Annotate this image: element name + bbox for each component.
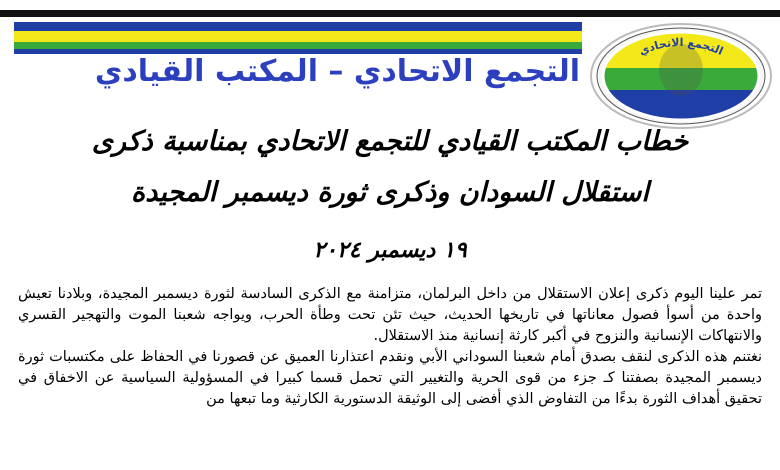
flag-stripe-green	[14, 42, 582, 49]
flag-stripe-blue	[14, 22, 582, 31]
document-title-line-2: استقلال السودان وذكرى ثورة ديسمبر المجيدة	[131, 177, 649, 208]
organization-name: التجمع الاتحادي – المكتب القيادي	[94, 54, 580, 89]
organization-logo	[588, 22, 774, 130]
body-paragraph: تمر علينا اليوم ذكرى إعلان الاستقلال من داخل البرلمان، متزامنة مع الذكرى السادسة لثورة ديسمبر المجيدة، وبلادنا تعيش واحدة من أسوأ فصول معاناتها في تاريخها الحديث، حيث تئن تحت وطأة الحرب، ويواجه شعبنا الموت والتهجير القسري والانتهاكات الإنسانية والنزوح في أكبر كارثة إنسانية منذ الاستقلال.	[18, 286, 762, 344]
flag-stripe-yellow	[14, 31, 582, 42]
document-body	[18, 284, 762, 410]
document-title-line-1: خطاب المكتب القيادي للتجمع الاتحادي بمناسبة ذكرى	[91, 126, 689, 157]
logo-text: التجمع الاتحادي	[637, 35, 726, 58]
top-border	[0, 10, 780, 17]
logo-emblem-icon	[588, 22, 774, 130]
body-paragraph: نغتنم هذه الذكرى لنقف بصدق أمام شعبنا السوداني الأبي ونقدم اعتذارنا العميق عن قصورنا في الحفاظ على مكتسبات ثورة ديسمبر المجيدة بصفتنا كـ جزء من قوى الحرية والتغيير التي تحمل قسما كبيرا في المسؤولية السياسية عن الاخفاق في تحقيق أهداف الثورة بدءًا من التفاوض الذي أفضى إلى الوثيقة الدستورية الكارثية وما تبعها من	[18, 349, 762, 407]
document-date: ١٩ ديسمبر ٢٠٢٤	[313, 238, 467, 263]
